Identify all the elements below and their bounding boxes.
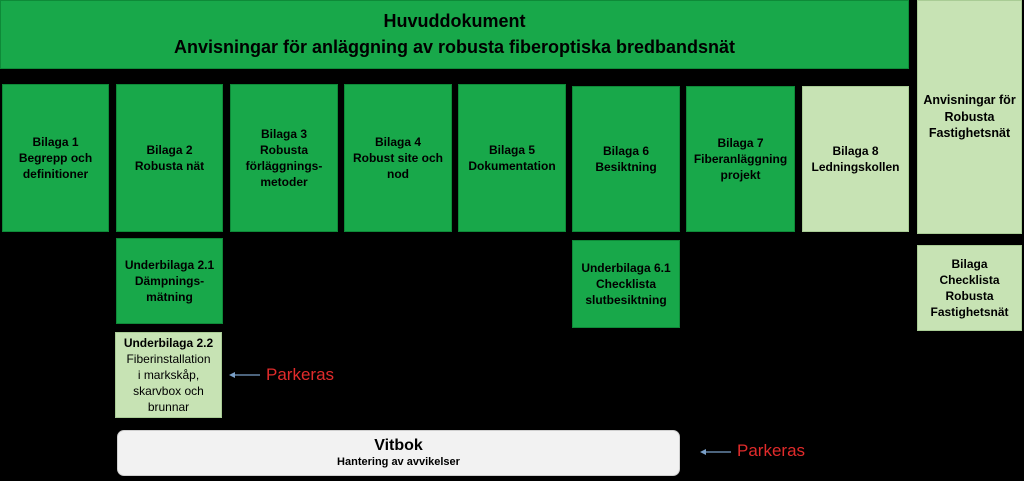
underbilaga-2-2-line-1: Underbilaga 2.2 [123,335,214,350]
underbilaga-2-2-line-3: i markskåp, [137,367,200,382]
underbilaga-2-2-line-5: brunnar [147,400,190,415]
bilaga-1-box [2,84,109,232]
underbilaga-2-2-line-4: skarvbox och [133,384,204,399]
underbilaga-2-2-box [115,332,222,418]
bilaga-5-box [458,84,566,232]
checklist-line-2: Checklista [939,272,1000,287]
bilaga-5-line-2: Dokumentation [468,159,556,173]
underbilaga-2-1-line-2: Dämpnings- [134,273,205,288]
bilaga-7-box [686,86,795,232]
bilaga-3-line-1: Bilaga 3 [260,126,308,141]
bilaga-6-line-1: Bilaga 6 [602,143,650,158]
underbilaga-2-2-line-2: Fiberinstallation [126,351,211,366]
underbilaga-2-1-line-3: mätning [146,290,193,305]
underbilaga-2-1-box [116,238,223,324]
bilaga-7-line-2: Fiberanläggning [693,151,788,166]
underbilaga-6-1-line-1: Underbilaga 6.1 [581,260,671,275]
bilaga-4-line-1: Bilaga 4 [374,134,422,149]
main-document-title: Huvuddokument [383,11,526,32]
parked-arrow-2-icon [700,447,732,457]
bilaga-6-line-2: Besiktning [595,160,657,174]
bilaga-1-line-1: Bilaga 1 [32,134,79,149]
underbilaga-6-1-line-2: Checklista [595,276,657,291]
underbilaga-2-1-line-1: Underbilaga 2.1 [124,257,215,272]
bilaga-4-line-3: nod [387,167,409,182]
bilaga-8-box [802,86,909,232]
bilaga-2-line-2: Robusta nät [134,159,205,173]
fastighetsnat-line-2: Robusta [944,109,995,124]
checklist-line-1: Bilaga [951,256,988,271]
bilaga-3-line-4: metoder [260,175,308,190]
bilaga-6-box [572,86,680,232]
bilaga-7-line-3: projekt [720,168,761,183]
bilaga-3-line-2: Robusta [260,142,308,157]
bilaga-2-box [116,84,223,232]
parked-arrow-1-icon [229,370,261,380]
fastighetsnat-guidelines-box [917,0,1022,234]
parked-note-2: Parkeras [737,441,806,460]
fastighetsnat-line-3: Fastighetsnät [928,126,1011,141]
bilaga-3-box [230,84,338,232]
bilaga-3-line-3: förläggnings- [245,159,323,173]
bilaga-4-line-2: Robust site och [352,150,443,165]
bilaga-1-line-3: definitioner [22,167,89,182]
bilaga-1-line-2: Begrepp och [18,150,93,165]
bilaga-2-line-1: Bilaga 2 [146,142,193,157]
checklist-line-3: Robusta [945,289,994,303]
bilaga-8-line-1: Bilaga 8 [832,143,879,158]
vitbok-title: Vitbok [374,436,423,454]
fastighetsnat-line-1: Anvisningar för [923,92,1016,107]
checklist-line-4: Fastighetsnät [930,305,1009,320]
bilaga-4-box [344,84,452,232]
main-document-box [0,0,909,69]
vitbok-box [117,430,680,476]
vitbok-subtitle: Hantering av avvikelser [337,455,460,468]
bilaga-5-line-1: Bilaga 5 [488,142,536,157]
underbilaga-6-1-box [572,240,680,328]
fastighetsnat-checklist-box [917,245,1022,331]
main-document-subtitle: Anvisningar för anläggning av robusta fiberoptiska bredbandsnät [173,36,736,57]
bilaga-8-line-2: Ledningskollen [811,160,900,174]
underbilaga-6-1-line-3: slutbesiktning [585,293,667,308]
parked-note-1: Parkeras [266,365,335,384]
bilaga-7-line-1: Bilaga 7 [717,135,764,150]
